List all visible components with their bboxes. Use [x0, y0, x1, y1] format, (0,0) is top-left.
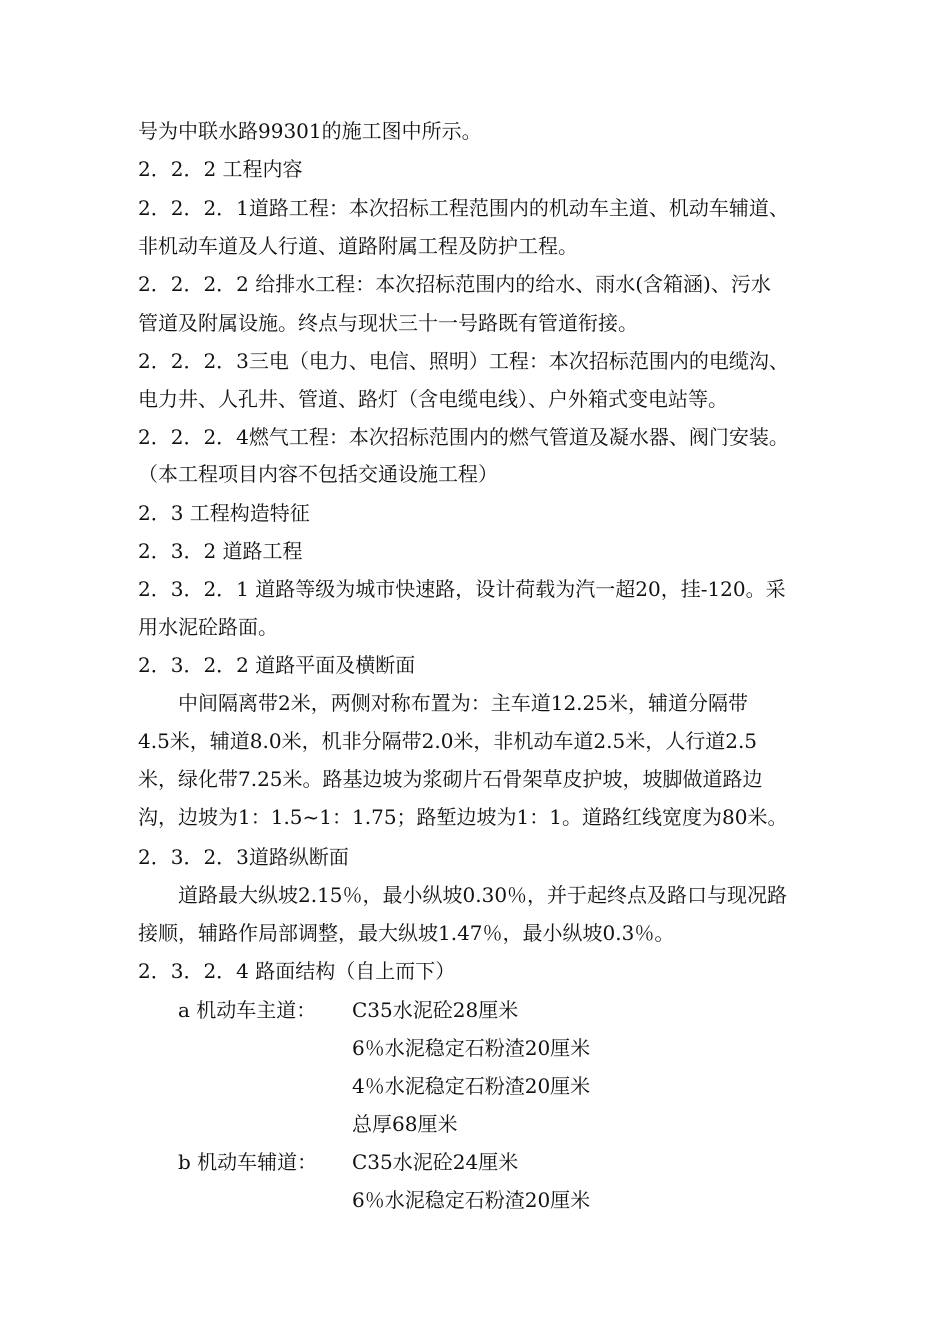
text-line: 中间隔离带2米，两侧对称布置为：主车道12.25米，辅道分隔带 [178, 691, 748, 715]
text-line: 2．2．2．3三电（电力、电信、照明）工程：本次招标范围内的电缆沟、 [138, 349, 789, 373]
pavement-b-item: 6％水泥稳定石粉渣20厘米 [352, 1188, 591, 1212]
text-line: 电力井、人孔井、管道、路灯（含电缆电线）、户外箱式变电站等。 [138, 387, 728, 411]
text-line: 沟，边坡为1：1.5~1：1.75；路堑边坡为1：1。道路红线宽度为80米。 [138, 805, 788, 829]
text-line: 号为中联水路99301的施工图中所示。 [138, 119, 482, 143]
text-line: 用水泥砼路面。 [138, 615, 278, 639]
pavement-a-item: 4％水泥稳定石粉渣20厘米 [352, 1074, 591, 1098]
pavement-a-item: 6％水泥稳定石粉渣20厘米 [352, 1036, 591, 1060]
text-line: 管道及附属设施。终点与现状三十一号路既有管道衔接。 [138, 311, 638, 335]
text-line: 非机动车道及人行道、道路附属工程及防护工程。 [138, 234, 578, 258]
section-heading: 2．3．2．4 路面结构（自上而下） [138, 959, 456, 983]
text-line: 2．3．2．1 道路等级为城市快速路，设计荷载为汽一超20，挂-120。采 [138, 577, 786, 601]
section-heading: 2．3．2．2 道路平面及横断面 [138, 653, 416, 677]
text-line: 米，绿化带7.25米。路基边坡为浆砌片石骨架草皮护坡，坡脚做道路边 [138, 767, 763, 791]
pavement-a-label: a 机动车主道： [178, 998, 317, 1022]
pavement-a-item: C35水泥砼28厘米 [352, 998, 519, 1022]
pavement-b-item: C35水泥砼24厘米 [352, 1150, 519, 1174]
pavement-a-total: 总厚68厘米 [352, 1112, 458, 1136]
pavement-b-label: b 机动车辅道： [178, 1150, 318, 1174]
text-line: （本工程项目内容不包括交通设施工程） [138, 462, 498, 486]
section-heading: 2．2．2 工程内容 [138, 157, 303, 181]
text-line: 2．2．2．1道路工程：本次招标工程范围内的机动车主道、机动车辅道、 [138, 196, 789, 220]
text-line: 接顺，辅路作局部调整，最大纵坡1.47％，最小纵坡0.3％。 [138, 921, 675, 945]
section-heading: 2．3 工程构造特征 [138, 501, 310, 525]
text-line: 2．2．2．4燃气工程：本次招标范围内的燃气管道及凝水器、阀门安装。 [138, 425, 789, 449]
section-heading: 2．3．2．3道路纵断面 [138, 845, 349, 869]
text-line: 4.5米，辅道8.0米，机非分隔带2.0米，非机动车道2.5米，人行道2.5 [138, 729, 758, 753]
text-line: 道路最大纵坡2.15％，最小纵坡0.30％，并于起终点及路口与现况路 [178, 883, 788, 907]
section-heading: 2．3．2 道路工程 [138, 539, 303, 563]
text-line: 2．2．2．2 给排水工程：本次招标范围内的给水、雨水(含箱涵)、污水 [138, 272, 771, 296]
